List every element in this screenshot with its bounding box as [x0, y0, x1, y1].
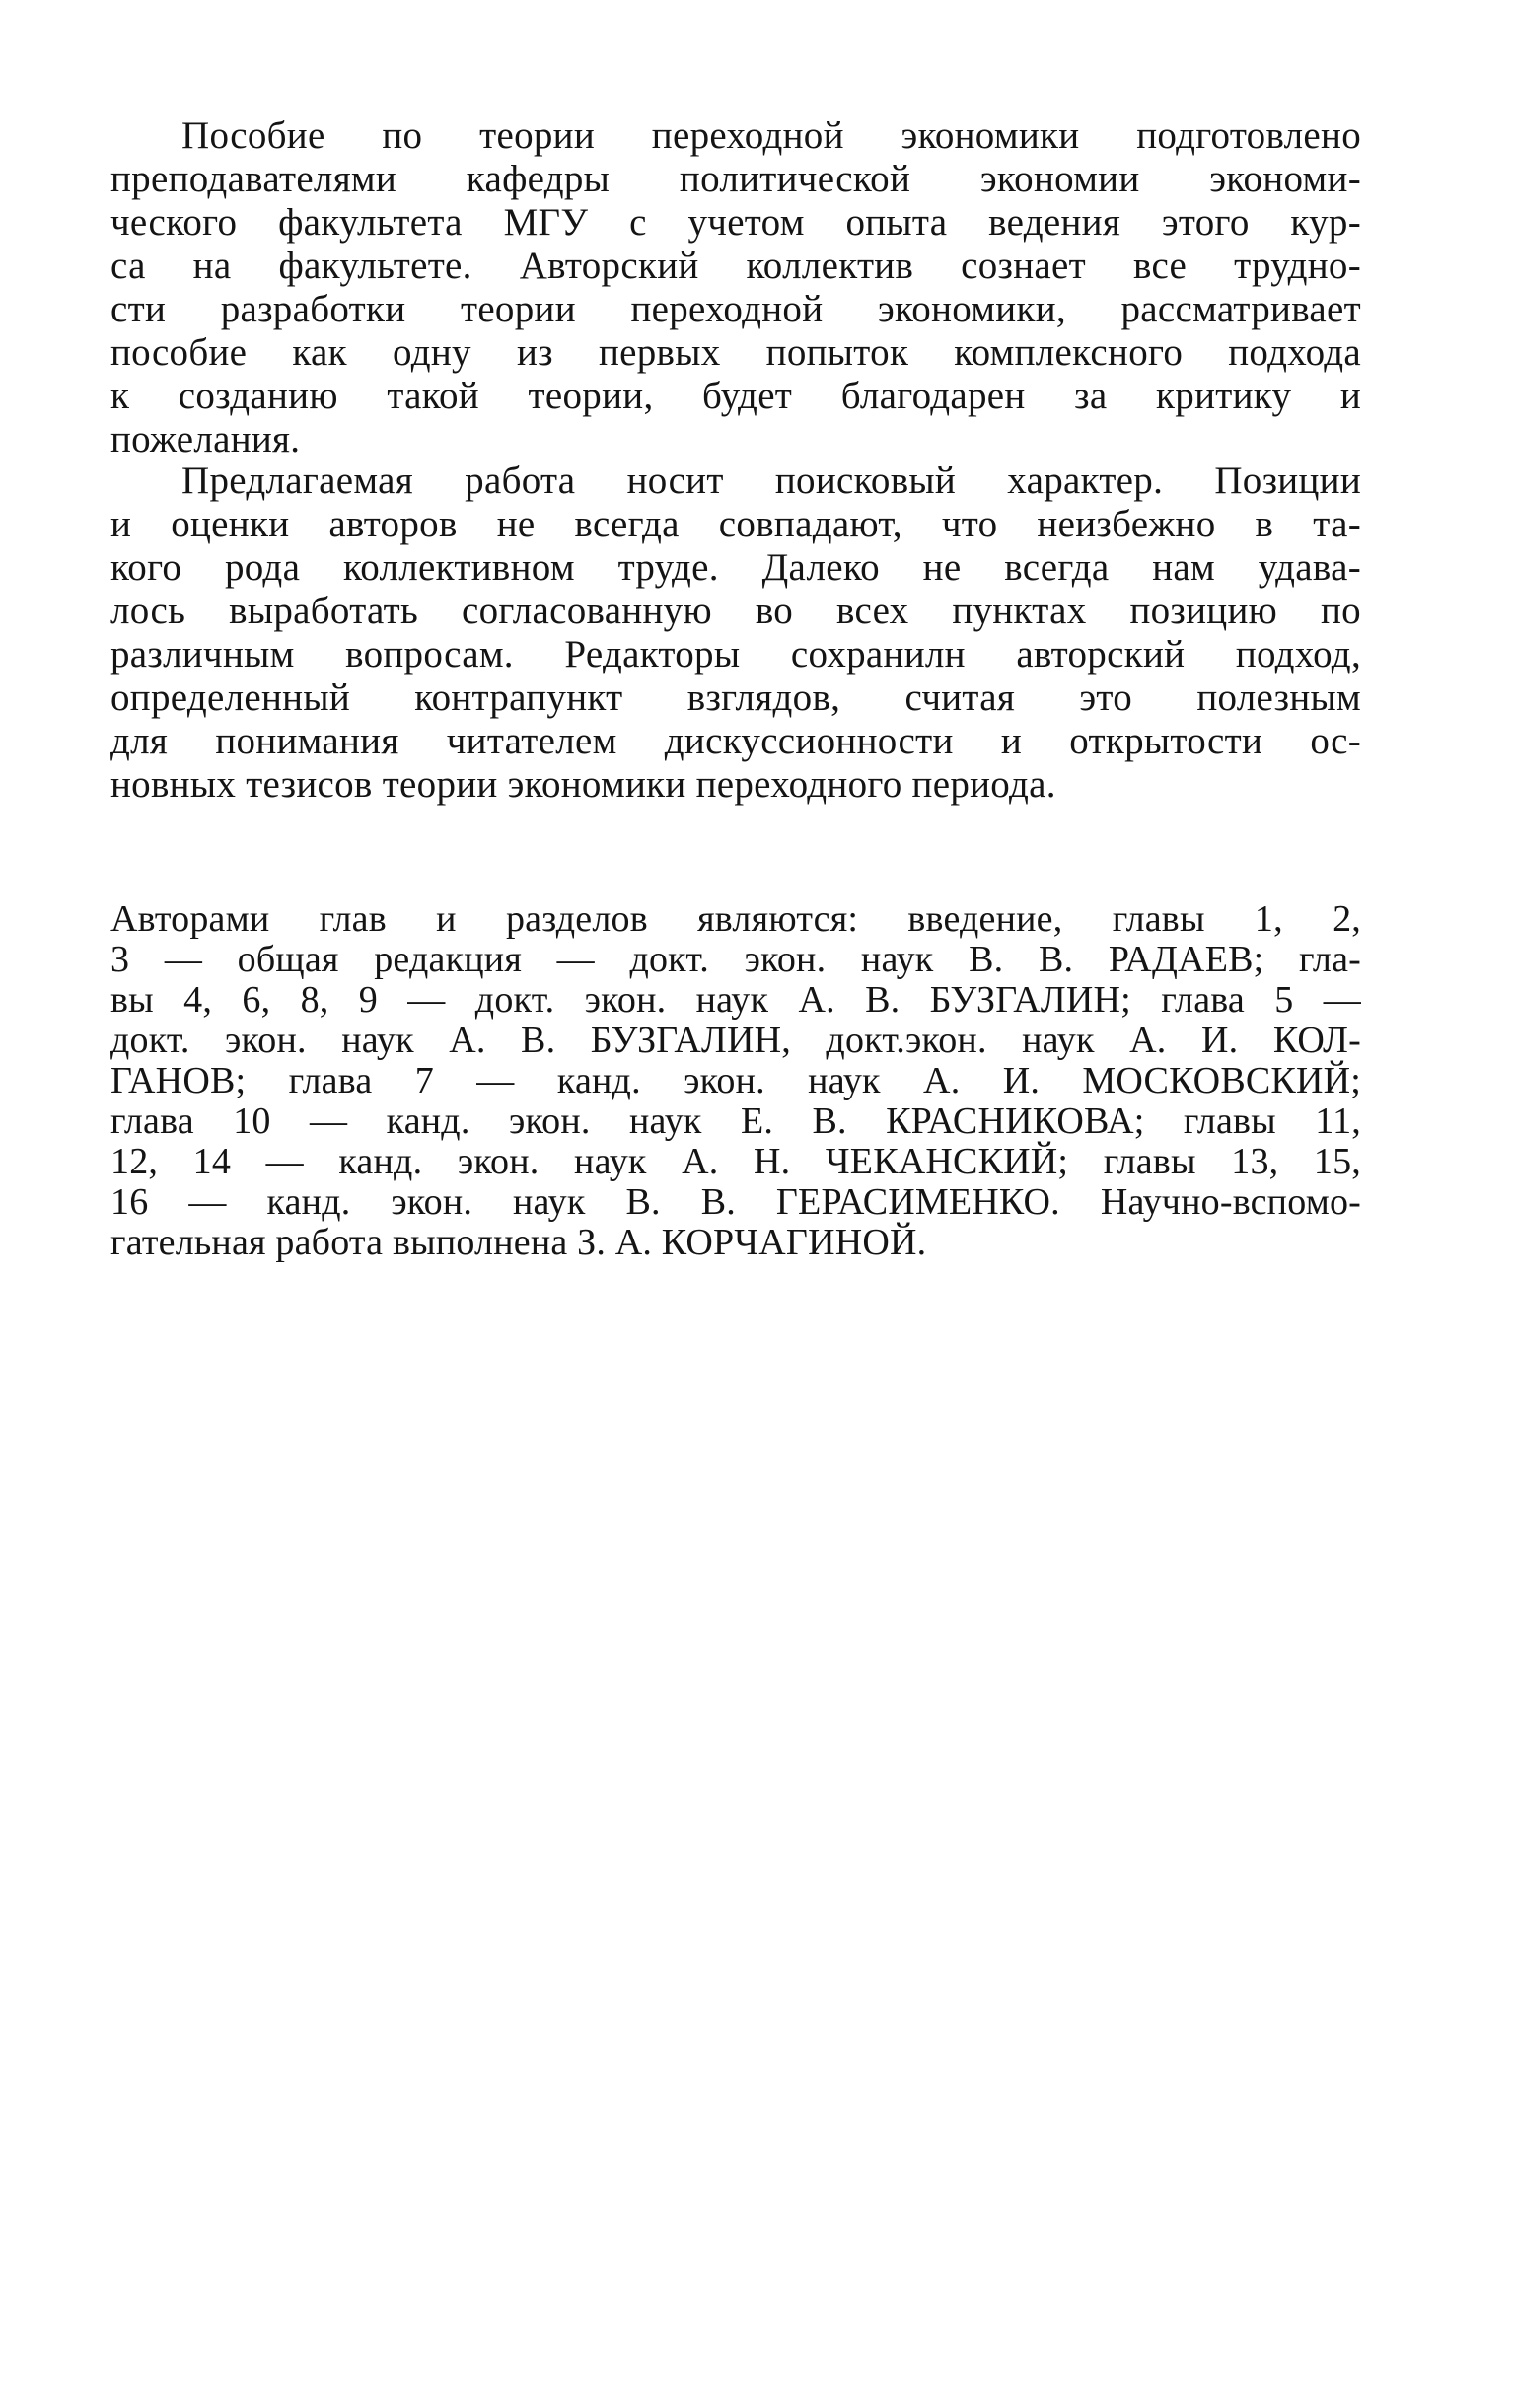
- intro-paragraph-2: [110, 460, 1361, 807]
- text-line: к созданию такой теории, будет благодарен за критику и: [110, 375, 1361, 417]
- text-line: ческого факультета МГУ с учетом опыта ведения этого кур-: [110, 201, 1361, 244]
- text-line: вы 4, 6, 8, 9 — докт. экон. наук А. В. БУЗГАЛИН; глава 5 —: [110, 979, 1361, 1021]
- text-line: и оценки авторов не всегда совпадают, что неизбежно в та-: [110, 503, 1361, 545]
- text-line: пособие как одну из первых попыток комплексного подхода: [110, 331, 1361, 374]
- text-line: Пособие по теории переходной экономики подготовлено: [181, 114, 1361, 157]
- intro-paragraph-1: [110, 114, 1361, 461]
- text-line: определенный контрапункт взглядов, считая это полезным: [110, 676, 1361, 719]
- text-line: Авторами глав и разделов являются: введение, главы 1, 2,: [110, 898, 1361, 940]
- text-line: докт. экон. наук А. В. БУЗГАЛИН, докт.экон. наук А. И. КОЛ-: [110, 1020, 1361, 1061]
- text-line: 12, 14 — канд. экон. наук А. Н. ЧЕКАНСКИЙ; главы 13, 15,: [110, 1141, 1361, 1182]
- text-line: лось выработать согласованную во всех пунктах позицию по: [110, 590, 1361, 632]
- text-line: кого рода коллективном труде. Далеко не всегда нам удава-: [110, 546, 1361, 589]
- text-line: са на факультете. Авторский коллектив сознает все трудно-: [110, 245, 1361, 287]
- text-line: глава 10 — канд. экон. наук Е. В. КРАСНИКОВА; главы 11,: [110, 1100, 1361, 1142]
- text-line: новных тезисов теории экономики переходного периода.: [110, 763, 1056, 806]
- text-line: сти разработки теории переходной экономики, рассматривает: [110, 288, 1361, 330]
- text-line: для понимания читателем дискуссионности и открытости ос-: [110, 720, 1361, 762]
- text-line: гательная работа выполнена З. А. КОРЧАГИНОЙ.: [110, 1222, 927, 1263]
- text-line: ГАНОВ; глава 7 — канд. экон. наук А. И. МОСКОВСКИЙ;: [110, 1060, 1361, 1101]
- text-line: различным вопросам. Редакторы сохранилн авторский подход,: [110, 633, 1361, 675]
- text-line: 3 — общая редакция — докт. экон. наук В. В. РАДАЕВ; гла-: [110, 939, 1361, 980]
- text-line: пожелания.: [110, 418, 301, 460]
- text-line: Предлагаемая работа носит поисковый характер. Позиции: [181, 460, 1361, 502]
- authors-paragraph: [110, 899, 1361, 1263]
- text-line: преподавателями кафедры политической экономии экономи-: [110, 158, 1361, 200]
- text-line: 16 — канд. экон. наук В. В. ГЕРАСИМЕНКО. Научно-вспомо-: [110, 1181, 1361, 1223]
